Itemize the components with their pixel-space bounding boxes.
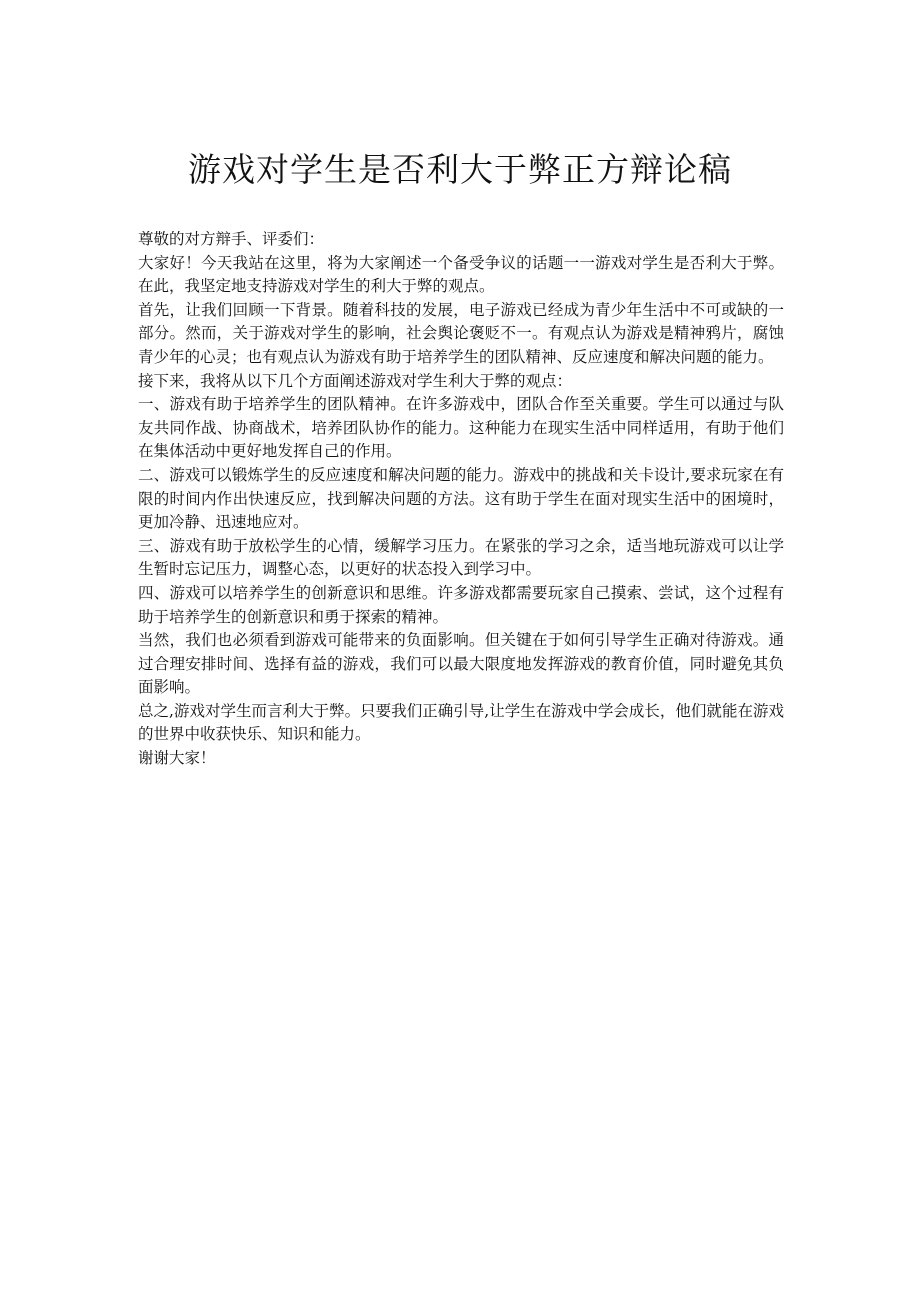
point-three-paragraph: 三、游戏有助于放松学生的心情，缓解学习压力。在紧张的学习之余，适当地玩游戏可以让学生暂时忘记压力，调整心态，以更好的状态投入到学习中。 [138, 536, 784, 579]
document-title: 游戏对学生是否利大于弊正方辩论稿 [188, 150, 732, 189]
rebuttal-paragraph: 当然，我们也必须看到游戏可能带来的负面影响。但关键在于如何引导学生正确对待游戏。通过合理安排时间、选择有益的游戏，我们可以最大限度地发挥游戏的教育价值，同时避免其负面影响。 [138, 631, 784, 697]
opening-paragraph: 大家好！今天我站在这里，将为大家阐述一个备受争议的话题一一游戏对学生是否利大于弊。在此，我坚定地支持游戏对学生的利大于弊的观点。 [138, 253, 784, 296]
closing-paragraph: 谢谢大家！ [138, 749, 216, 768]
point-two-paragraph: 二、游戏可以锻炼学生的反应速度和解决问题的能力。游戏中的挑战和关卡设计,要求玩家在有限的时间内作出快速反应，找到解决问题的方法。这有助于学生在面对现实生活中的困境时，更加冷静、迅速地应对。 [138, 465, 784, 532]
document-body [138, 228, 784, 771]
point-one-paragraph: 一、游戏有助于培养学生的团队精神。在许多游戏中，团队合作至关重要。学生可以通过与队友共同作战、协商战术，培养团队协作的能力。这种能力在现实生活中同样适用，有助于他们在集体活动中更好地发挥自己的作用。 [138, 395, 784, 461]
greeting-paragraph: 尊敬的对方辩手、评委们： [138, 230, 325, 248]
conclusion-paragraph: 总之,游戏对学生而言利大于弊。只要我们正确引导,让学生在游戏中学会成长，他们就能在游戏的世界中收获快乐、知识和能力。 [138, 701, 784, 744]
background-paragraph: 首先，让我们回顾一下背景。随着科技的发展，电子游戏已经成为青少年生活中不可或缺的一部分。然而，关于游戏对学生的影响，社会舆论褒贬不一。有观点认为游戏是精神鸦片，腐蚀青少年的心灵；也有观点认为游戏有助于培养学生的团队精神、反应速度和解决问题的能力。 [138, 300, 784, 366]
transition-paragraph: 接下来，我将从以下几个方面阐述游戏对学生利大于弊的观点： [138, 371, 573, 390]
point-four-paragraph: 四、游戏可以培养学生的创新意识和思维。许多游戏都需要玩家自己摸索、尝试，这个过程有助于培养学生的创新意识和勇于探索的精神。 [138, 583, 784, 626]
